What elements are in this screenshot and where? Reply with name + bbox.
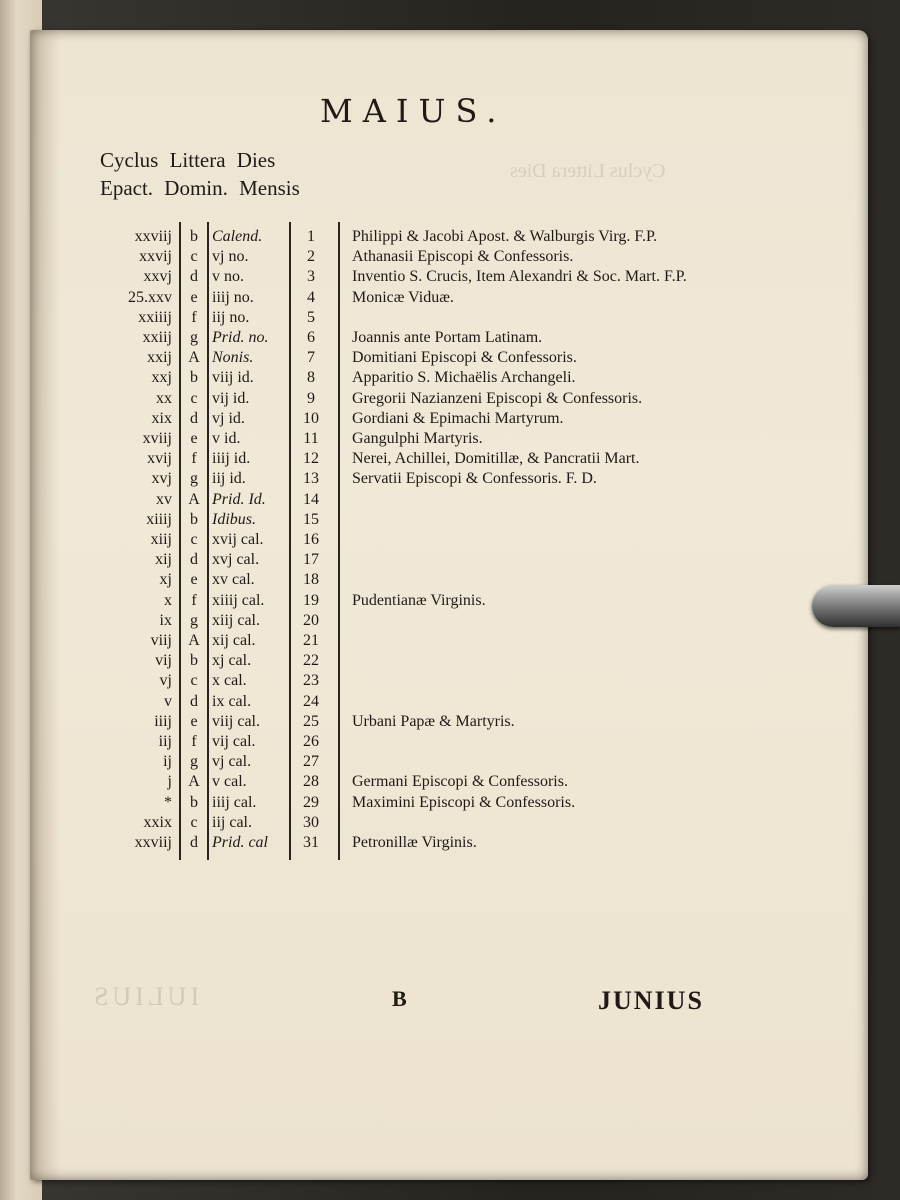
dominical-letter-cell: d bbox=[190, 409, 198, 427]
feast-cell: Pudentianæ Virginis. bbox=[352, 591, 486, 609]
calendar-row bbox=[0, 592, 900, 612]
dominical-letter-cell: c bbox=[190, 672, 198, 690]
dominical-letter-cell: A bbox=[188, 349, 200, 367]
feast-cell: Monicæ Viduæ. bbox=[352, 288, 454, 306]
signature-mark: B bbox=[392, 986, 407, 1011]
catchword: JUNIUS bbox=[598, 986, 704, 1015]
epact-cell: vj bbox=[159, 672, 172, 690]
month-day-cell: 23 bbox=[303, 672, 319, 690]
epact-cell: viij bbox=[150, 632, 172, 649]
epact-cell: xxj bbox=[151, 369, 172, 387]
calendar-row bbox=[0, 450, 900, 470]
calendar-row bbox=[0, 652, 900, 672]
roman-day-cell: v cal. bbox=[212, 773, 247, 791]
dominical-letter-cell: g bbox=[190, 329, 198, 346]
month-day-cell: 14 bbox=[303, 490, 319, 508]
month-day-cell: 10 bbox=[303, 409, 319, 427]
epact-cell: j bbox=[167, 773, 172, 791]
calendar-row bbox=[0, 814, 900, 834]
roman-day-cell: xiij cal. bbox=[212, 611, 260, 629]
feast-cell: Germani Episcopi & Confessoris. bbox=[352, 773, 568, 791]
epact-cell: 25.xxv bbox=[128, 288, 172, 306]
calendar-row bbox=[0, 349, 900, 369]
epact-cell: xxviij bbox=[134, 834, 172, 851]
calendar-row bbox=[0, 713, 900, 733]
calendar-row bbox=[0, 329, 900, 349]
epact-cell: xvj bbox=[151, 470, 172, 488]
epact-cell: xxvij bbox=[139, 248, 172, 266]
calendar-row bbox=[0, 248, 900, 268]
roman-day-cell: v id. bbox=[212, 430, 241, 447]
month-day-cell: 13 bbox=[303, 470, 319, 488]
epact-cell: xxiiij bbox=[138, 308, 172, 326]
calendar-row bbox=[0, 491, 900, 511]
epact-cell: xvij bbox=[147, 450, 172, 468]
roman-day-cell: Nonis. bbox=[212, 349, 254, 367]
epact-cell: vij bbox=[155, 652, 172, 670]
epact-cell: xxviij bbox=[134, 228, 172, 245]
calendar-row bbox=[0, 268, 900, 288]
calendar-row bbox=[0, 470, 900, 490]
month-day-cell: 30 bbox=[303, 813, 319, 831]
epact-cell: xxiij bbox=[142, 329, 172, 346]
feast-cell: Nerei, Achillei, Domitillæ, & Pancratii Mart. bbox=[352, 450, 640, 468]
roman-day-cell: vij cal. bbox=[212, 733, 256, 750]
epact-cell: xj bbox=[159, 571, 172, 589]
dominical-letter-cell: d bbox=[190, 834, 198, 851]
calendar-row bbox=[0, 794, 900, 814]
roman-day-cell: vj id. bbox=[212, 409, 245, 427]
roman-day-cell: vij id. bbox=[212, 389, 250, 407]
calendar-row bbox=[0, 571, 900, 591]
month-day-cell: 7 bbox=[307, 349, 315, 367]
epact-cell: xix bbox=[151, 409, 172, 427]
month-day-cell: 8 bbox=[307, 369, 315, 387]
dominical-letter-cell: c bbox=[190, 813, 198, 831]
epact-cell: xx bbox=[156, 389, 172, 407]
dominical-letter-cell: f bbox=[191, 450, 197, 468]
epact-cell: xxvj bbox=[143, 268, 172, 286]
month-day-cell: 3 bbox=[307, 268, 315, 286]
month-day-cell: 9 bbox=[307, 389, 315, 407]
calendar-row bbox=[0, 309, 900, 329]
month-day-cell: 17 bbox=[303, 551, 319, 569]
roman-day-cell: iij no. bbox=[212, 308, 250, 326]
dominical-letter-cell: c bbox=[190, 389, 198, 407]
epact-cell: * bbox=[164, 793, 172, 811]
roman-day-cell: iiij no. bbox=[212, 288, 254, 306]
calendar-row bbox=[0, 693, 900, 713]
dominical-letter-cell: b bbox=[190, 793, 198, 811]
feast-cell: Apparitio S. Michaëlis Archangeli. bbox=[352, 369, 576, 387]
epact-cell: ix bbox=[159, 611, 172, 629]
calendar-row bbox=[0, 672, 900, 692]
feast-cell: Servatii Episcopi & Confessoris. F. D. bbox=[352, 470, 597, 488]
month-day-cell: 19 bbox=[303, 591, 319, 609]
month-day-cell: 29 bbox=[303, 793, 319, 811]
month-day-cell: 27 bbox=[303, 753, 319, 771]
roman-day-cell: iij id. bbox=[212, 470, 246, 488]
feast-cell: Maximini Episcopi & Confessoris. bbox=[352, 793, 576, 811]
dominical-letter-cell: g bbox=[190, 470, 198, 488]
roman-day-cell: Calend. bbox=[212, 228, 263, 245]
dominical-letter-cell: f bbox=[191, 733, 197, 750]
dominical-letter-cell: e bbox=[190, 571, 198, 589]
roman-day-cell: xiiij cal. bbox=[212, 591, 265, 609]
feast-cell: Joannis ante Portam Latinam. bbox=[352, 329, 543, 346]
calendar-row bbox=[0, 289, 900, 309]
epact-cell: iij bbox=[158, 733, 172, 750]
dominical-letter-cell: A bbox=[188, 773, 200, 791]
dominical-letter-cell: b bbox=[190, 369, 198, 387]
epact-cell: xiij bbox=[150, 531, 172, 548]
feast-cell: Urbani Papæ & Martyris. bbox=[352, 712, 515, 730]
dominical-letter-cell: b bbox=[190, 228, 198, 245]
dominical-letter-cell: e bbox=[190, 712, 198, 730]
calendar-row bbox=[0, 390, 900, 410]
dominical-letter-cell: A bbox=[188, 632, 200, 649]
dominical-letter-cell: A bbox=[188, 490, 200, 508]
calendar-row bbox=[0, 369, 900, 389]
column-header-line1: Cyclus Littera Dies bbox=[100, 148, 276, 172]
feast-cell: Domitiani Episcopi & Confessoris. bbox=[352, 349, 577, 367]
roman-day-cell: xvj cal. bbox=[212, 551, 260, 569]
calendar-row bbox=[0, 228, 900, 248]
calendar-row bbox=[0, 531, 900, 551]
month-day-cell: 15 bbox=[303, 510, 319, 528]
calendar-row bbox=[0, 632, 900, 652]
month-day-cell: 16 bbox=[303, 531, 319, 548]
calendar-row bbox=[0, 834, 900, 854]
month-day-cell: 26 bbox=[303, 733, 319, 750]
month-day-cell: 2 bbox=[307, 248, 315, 266]
epact-cell: x bbox=[164, 591, 172, 609]
roman-day-cell: iiij id. bbox=[212, 450, 251, 468]
month-day-cell: 12 bbox=[303, 450, 319, 468]
feast-cell: Athanasii Episcopi & Confessoris. bbox=[352, 248, 574, 266]
dominical-letter-cell: e bbox=[190, 430, 198, 447]
feast-cell: Gordiani & Epimachi Martyrum. bbox=[352, 409, 564, 427]
month-day-cell: 18 bbox=[303, 571, 319, 589]
roman-day-cell: Idibus. bbox=[212, 510, 256, 528]
month-day-cell: 6 bbox=[307, 329, 315, 346]
epact-cell: iiij bbox=[154, 712, 172, 730]
feast-cell: Inventio S. Crucis, Item Alexandri & Soc. Mart. F.P. bbox=[352, 268, 687, 286]
column-header-line2: Epact. Domin. Mensis bbox=[100, 176, 300, 200]
month-day-cell: 5 bbox=[307, 308, 315, 326]
month-day-cell: 25 bbox=[303, 712, 319, 730]
roman-day-cell: iij cal. bbox=[212, 813, 252, 831]
dominical-letter-cell: b bbox=[190, 652, 198, 670]
bleed-through-catchword: IULIUS bbox=[90, 982, 200, 1011]
calendar-row bbox=[0, 773, 900, 793]
calendar-row bbox=[0, 511, 900, 531]
feast-cell: Gregorii Nazianzeni Episcopi & Confessoris. bbox=[352, 389, 643, 407]
month-day-cell: 20 bbox=[303, 611, 319, 629]
epact-cell: xxix bbox=[143, 813, 172, 831]
roman-day-cell: xij cal. bbox=[212, 632, 256, 649]
calendar-row bbox=[0, 753, 900, 773]
month-day-cell: 11 bbox=[303, 430, 319, 447]
roman-day-cell: Prid. Id. bbox=[212, 490, 266, 508]
epact-cell: xv bbox=[156, 490, 172, 508]
page-title: MAIUS. bbox=[320, 92, 507, 130]
month-day-cell: 31 bbox=[303, 834, 319, 851]
month-day-cell: 4 bbox=[307, 288, 315, 306]
month-day-cell: 28 bbox=[303, 773, 319, 791]
dominical-letter-cell: f bbox=[191, 308, 197, 326]
roman-day-cell: x cal. bbox=[212, 672, 247, 690]
epact-cell: xij bbox=[155, 551, 172, 569]
dominical-letter-cell: c bbox=[190, 531, 198, 548]
epact-cell: ij bbox=[163, 753, 172, 771]
calendar-row bbox=[0, 551, 900, 571]
feast-cell: Gangulphi Martyris. bbox=[352, 430, 483, 447]
month-day-cell: 24 bbox=[303, 692, 319, 710]
dominical-letter-cell: d bbox=[190, 268, 198, 286]
roman-day-cell: xj cal. bbox=[212, 652, 252, 670]
roman-day-cell: viij cal. bbox=[212, 712, 260, 730]
epact-cell: xiiij bbox=[146, 510, 172, 528]
dominical-letter-cell: e bbox=[190, 288, 198, 306]
roman-day-cell: Prid. cal bbox=[212, 834, 268, 851]
dominical-letter-cell: g bbox=[190, 611, 198, 629]
month-day-cell: 21 bbox=[303, 632, 319, 649]
dominical-letter-cell: b bbox=[190, 510, 198, 528]
roman-day-cell: iiij cal. bbox=[212, 793, 257, 811]
dominical-letter-cell: g bbox=[190, 753, 198, 771]
dominical-letter-cell: d bbox=[190, 551, 198, 569]
feast-cell: Philippi & Jacobi Apost. & Walburgis Virg. F.P. bbox=[352, 228, 658, 245]
epact-cell: xxij bbox=[147, 349, 172, 367]
roman-day-cell: Prid. no. bbox=[212, 329, 269, 346]
month-day-cell: 1 bbox=[307, 228, 315, 245]
calendar-row bbox=[0, 410, 900, 430]
roman-day-cell: xv cal. bbox=[212, 571, 255, 589]
epact-cell: xviij bbox=[142, 430, 172, 447]
roman-day-cell: xvij cal. bbox=[212, 531, 264, 548]
month-day-cell: 22 bbox=[303, 652, 319, 670]
dominical-letter-cell: c bbox=[190, 248, 198, 266]
epact-cell: v bbox=[164, 692, 172, 710]
roman-day-cell: ix cal. bbox=[212, 692, 252, 710]
bleed-through-header: Cyclus Littera Dies bbox=[510, 160, 666, 182]
dominical-letter-cell: d bbox=[190, 692, 198, 710]
calendar-row bbox=[0, 612, 900, 632]
feast-cell: Petronillæ Virginis. bbox=[352, 834, 477, 851]
roman-day-cell: vj cal. bbox=[212, 753, 252, 771]
roman-day-cell: viij id. bbox=[212, 369, 254, 387]
roman-day-cell: vj no. bbox=[212, 248, 249, 266]
calendar-row bbox=[0, 733, 900, 753]
dominical-letter-cell: f bbox=[191, 591, 197, 609]
roman-day-cell: v no. bbox=[212, 268, 244, 286]
calendar-row bbox=[0, 430, 900, 450]
